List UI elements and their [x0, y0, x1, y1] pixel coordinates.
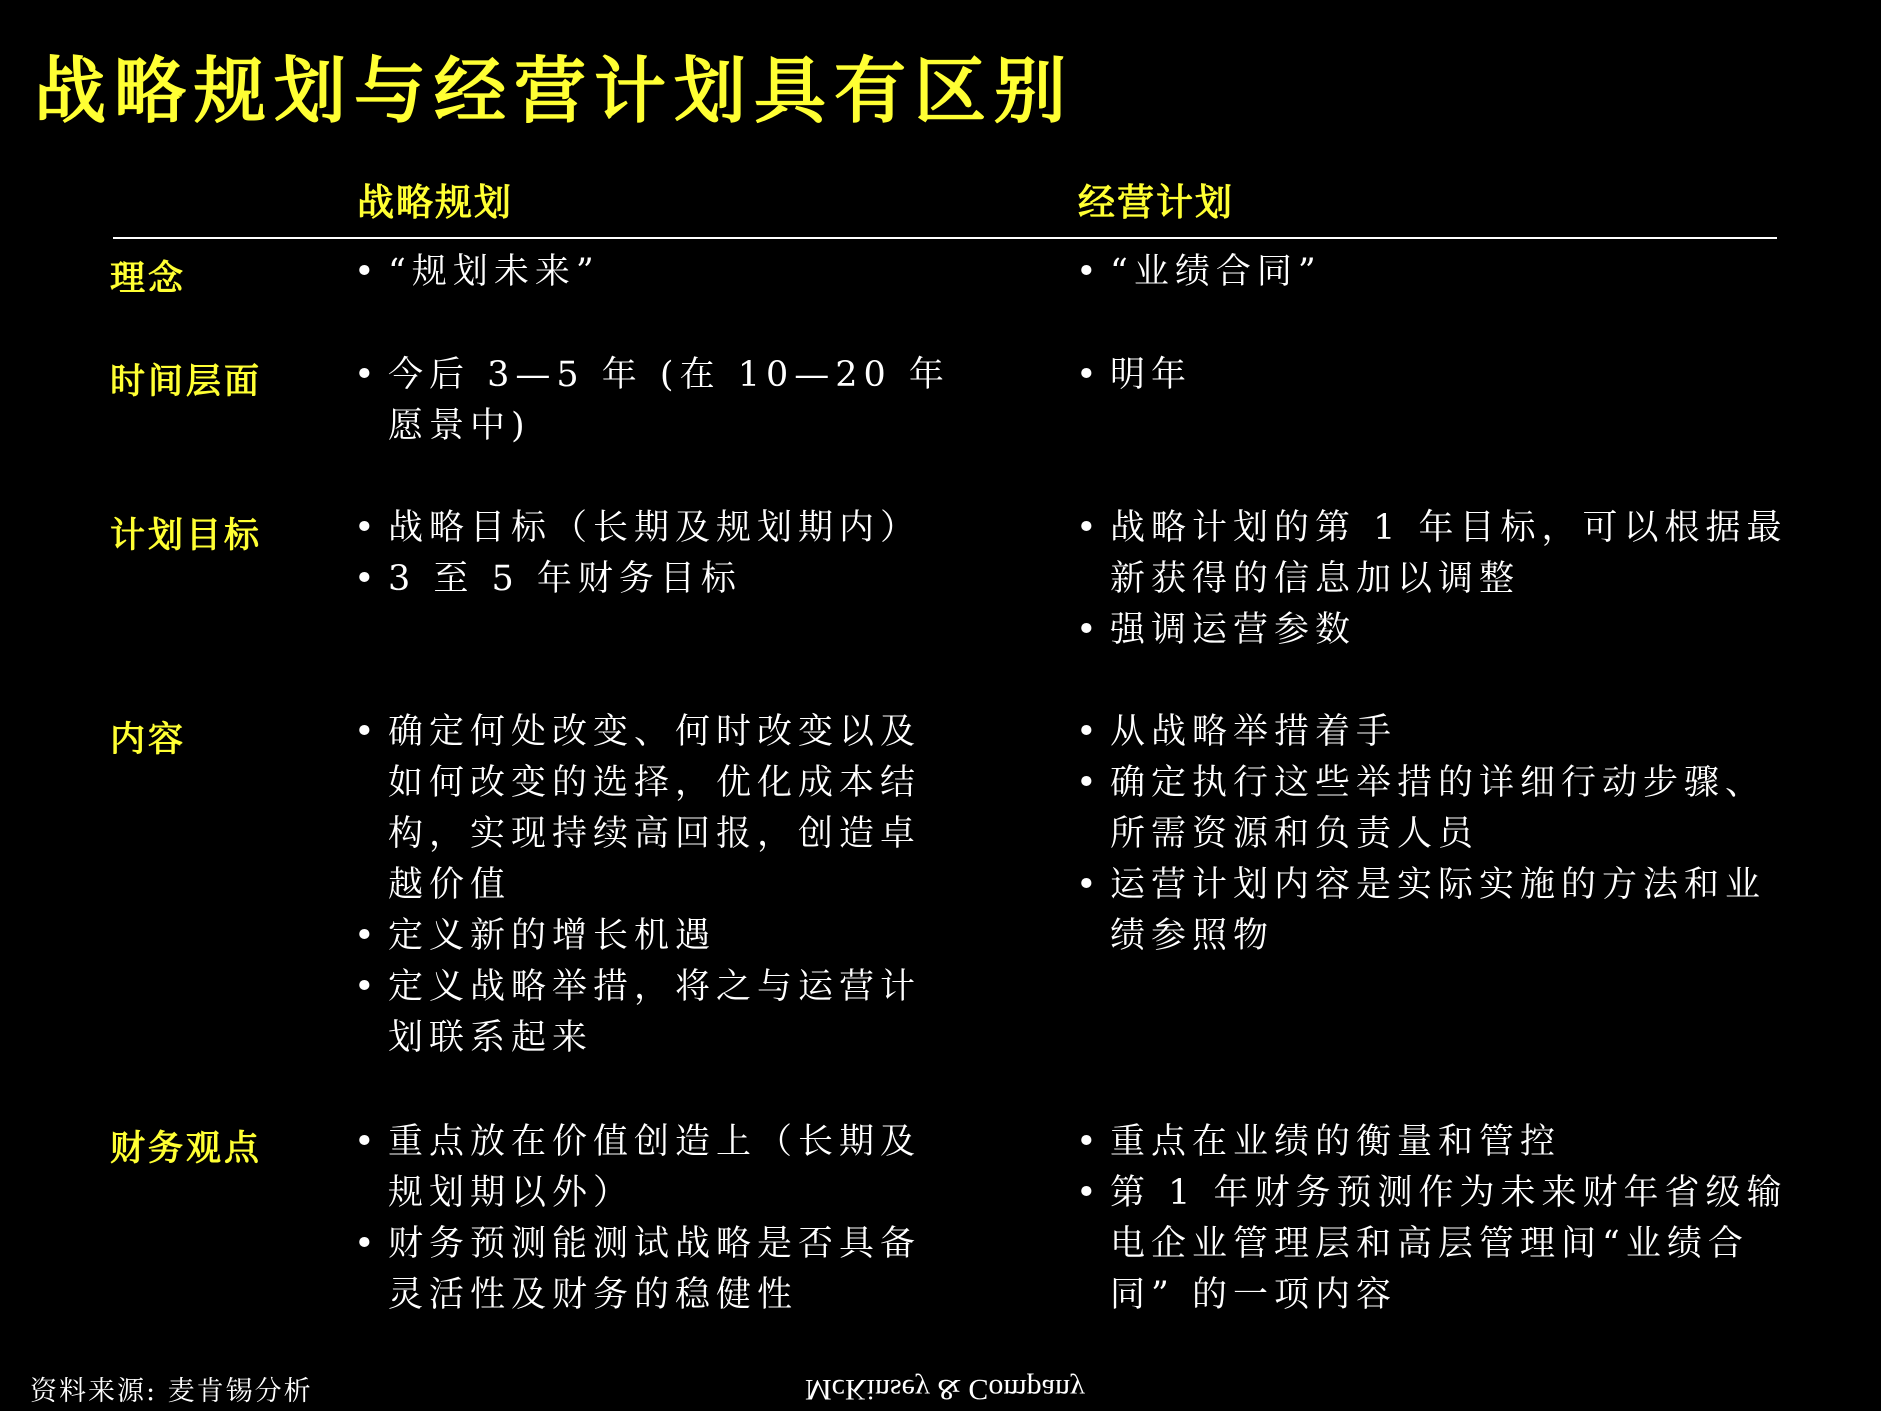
bullet-item: • 确定何处改变、何时改变以及如何改变的选择，优化成本结构，实现持续高回报，创造卓越价值 [354, 707, 954, 911]
cell-goals-operational [1076, 503, 1796, 656]
row-label-financial-view: 财务观点 [110, 1129, 263, 1169]
cell-goals-strategic [354, 503, 954, 605]
bullet-item: • 定义战略举措，将之与运营计划联系起来 [354, 962, 954, 1064]
header-divider [113, 237, 1777, 239]
cell-concept-strategic [354, 247, 954, 298]
row-label-time-horizon: 时间层面 [110, 362, 263, 402]
bullet-item: • 财务预测能测试战略是否具备灵活性及财务的稳健性 [354, 1219, 954, 1321]
bullet-item: • 明年 [1076, 350, 1796, 401]
cell-concept-operational [1076, 247, 1796, 298]
source-note: 资料来源: 麦肯锡分析 [30, 1376, 313, 1407]
cell-time-strategic [354, 350, 954, 452]
cell-content-strategic [354, 707, 954, 1064]
column-header-strategic: 战略规划 [357, 181, 513, 224]
column-header-operational: 经营计划 [1078, 181, 1234, 224]
cell-time-operational [1076, 350, 1796, 401]
bullet-item: • 重点在业绩的衡量和管控 [1076, 1117, 1796, 1168]
row-label-plan-goals: 计划目标 [110, 516, 263, 556]
bullet-item: • 战略目标（长期及规划期内） [354, 503, 954, 554]
bullet-item: • 确定执行这些举措的详细行动步骤、所需资源和负责人员 [1076, 758, 1796, 860]
bullet-item: • “业绩合同” [1076, 247, 1796, 298]
cell-content-operational [1076, 707, 1796, 962]
row-label-concept: 理念 [110, 259, 187, 299]
bullet-item: • 第 1 年财务预测作为未来财年省级输电企业管理层和高层管理间“业绩合同” 的一项内容 [1076, 1168, 1796, 1321]
bullet-item: • 战略计划的第 1 年目标，可以根据最新获得的信息加以调整 [1076, 503, 1796, 605]
page-title: 战略规划与经营计划具有区别 [34, 49, 1075, 133]
bullet-item: • 定义新的增长机遇 [354, 911, 954, 962]
cell-finance-strategic [354, 1117, 954, 1321]
bullet-item: • 从战略举措着手 [1076, 707, 1796, 758]
cell-finance-operational [1076, 1117, 1796, 1321]
bullet-item: • 3 至 5 年财务目标 [354, 554, 954, 605]
row-label-content: 内容 [110, 720, 187, 760]
bullet-item: • “规划未来” [354, 247, 954, 298]
bullet-item: • 今后 3—5 年 (在 10—20 年愿景中) [354, 350, 954, 452]
bullet-item: • 强调运营参数 [1076, 605, 1796, 656]
bullet-item: • 运营计划内容是实际实施的方法和业绩参照物 [1076, 860, 1796, 962]
bullet-item: • 重点放在价值创造上（长期及规划期以外） [354, 1117, 954, 1219]
brand-footer: McKinsey & Company [805, 1373, 1085, 1406]
